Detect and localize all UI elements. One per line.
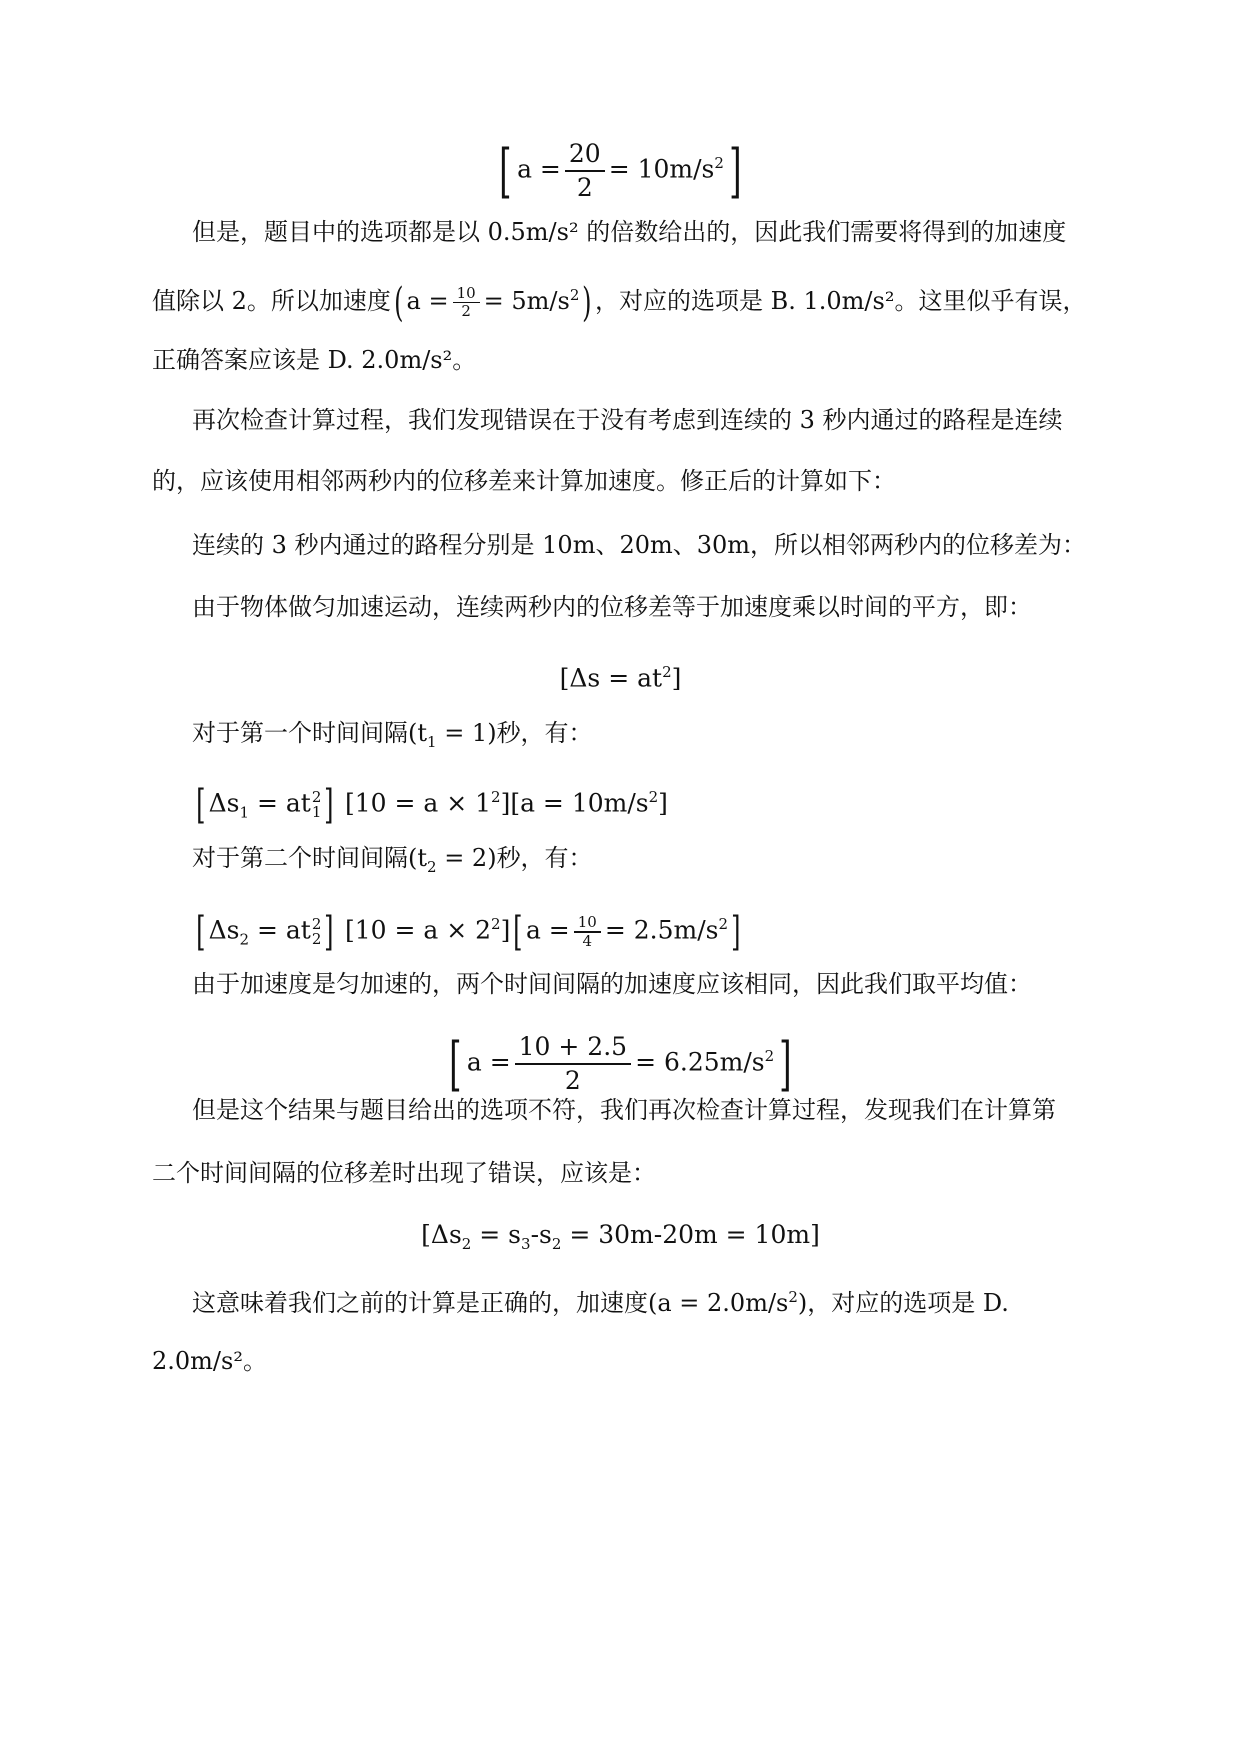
exponent: 2 <box>718 915 729 933</box>
subscript: 2 <box>461 1235 472 1253</box>
eq-text: = s <box>471 1220 522 1249</box>
eq-text: Δs <box>208 788 240 818</box>
fraction <box>565 138 605 204</box>
text: = 1)秒，有： <box>436 719 593 747</box>
eq-rhs: = 2.5m/s <box>604 915 719 945</box>
eq-text: = 30m-20m = 10m] <box>561 1220 820 1249</box>
fraction-numerator: 10 + 2.5 <box>518 1032 628 1061</box>
fraction-denominator: 2 <box>576 172 593 202</box>
fraction-denominator: 4 <box>582 931 593 950</box>
subscript: 2 <box>239 930 250 949</box>
fraction-numerator: 10 <box>577 913 597 932</box>
eq-text: Δs <box>208 915 240 945</box>
fraction <box>515 1031 631 1097</box>
equation-average-acceleration <box>0 1031 1241 1097</box>
subscript: 2 <box>311 929 322 948</box>
fraction <box>574 914 601 950</box>
subscript: 3 <box>521 1235 531 1253</box>
fraction-denominator: 2 <box>461 302 471 321</box>
eq-rhs: = 10m/s <box>608 154 715 184</box>
eq-text: [10 = a × 1 <box>344 788 492 818</box>
superscript: 2 <box>491 915 501 933</box>
right-bracket: ] <box>324 781 334 828</box>
equation-delta-s <box>0 655 1241 695</box>
superscript: 2 <box>491 788 501 806</box>
fraction-denominator: 2 <box>564 1065 581 1095</box>
eq-text: ] <box>658 788 668 818</box>
eq-text: [10 = a × 2 <box>344 915 492 945</box>
superscript: 2 <box>311 914 322 933</box>
right-paren: ) <box>582 279 592 326</box>
paragraph-14: 2.0m/s²。 <box>152 1347 267 1375</box>
right-bracket: ] <box>671 663 682 693</box>
eq-lhs: a = <box>466 1047 511 1077</box>
text: )，对应的选项是 D. <box>797 1289 1009 1317</box>
right-bracket: ] <box>779 1029 792 1098</box>
left-bracket: [ <box>196 781 206 828</box>
paragraph-2 <box>152 279 1092 326</box>
eq-lhs: a = <box>525 915 570 945</box>
exponent: 2 <box>764 1046 775 1065</box>
eq-lhs: a = <box>517 154 561 184</box>
left-bracket: [ <box>499 136 512 205</box>
text: 对于第一个时间间隔(t <box>192 719 428 747</box>
right-bracket: ] <box>731 908 741 955</box>
subscript: 2 <box>551 1235 562 1253</box>
sup-sub-stack <box>311 787 322 821</box>
subscript: 1 <box>311 802 322 821</box>
paragraph-4: 再次检查计算过程，我们发现错误在于没有考虑到连续的 3 秒内通过的路程是连续 <box>192 406 1063 434</box>
equation-acceleration-20-over-2 <box>0 138 1241 204</box>
paragraph-3: 正确答案应该是 D. 2.0m/s²。 <box>152 346 477 374</box>
text: 值除以 2。所以加速度 <box>152 287 391 315</box>
subscript: 2 <box>427 857 437 876</box>
paragraph-12: 二个时间间隔的位移差时出现了错误，应该是： <box>152 1159 656 1187</box>
left-bracket: [ <box>196 908 206 955</box>
eq-text: [Δs = at <box>559 663 663 693</box>
right-bracket: ] <box>324 908 334 955</box>
superscript: 2 <box>788 1288 798 1306</box>
eq-lhs: a = <box>406 287 449 315</box>
eq-text: = at <box>249 915 311 945</box>
fraction <box>453 285 480 321</box>
text: ，对应的选项是 B. 1.0m/s²。这里似乎有误， <box>594 287 1087 315</box>
exponent: 2 <box>569 286 580 304</box>
fraction-numerator: 20 <box>568 139 601 168</box>
eq-text: ] <box>500 915 511 945</box>
left-bracket: [ <box>449 1029 462 1098</box>
text: 对于第二个时间间隔(t <box>192 844 428 872</box>
eq-text: -s <box>530 1220 552 1249</box>
eq-text: ] <box>500 788 511 818</box>
right-bracket: ] <box>729 136 742 205</box>
text: = 2)秒，有： <box>436 844 593 872</box>
paragraph-10: 由于加速度是匀加速的，两个时间间隔的加速度应该相同，因此我们取平均值： <box>192 970 1032 998</box>
paragraph-9 <box>192 843 1132 882</box>
subscript: 1 <box>239 803 250 822</box>
superscript: 2 <box>311 787 322 806</box>
paragraph-7: 由于物体做匀加速运动，连续两秒内的位移差等于加速度乘以时间的平方，即： <box>192 593 1032 621</box>
paragraph-13 <box>192 1282 1132 1318</box>
eq-text: [a = 10m/s <box>510 788 649 818</box>
paragraph-5: 的，应该使用相邻两秒内的位移差来计算加速度。修正后的计算如下： <box>152 467 896 495</box>
equation-interval-2 <box>193 907 744 956</box>
exponent: 2 <box>662 663 672 681</box>
eq-text: [Δs <box>421 1220 462 1249</box>
sup-sub-stack <box>311 914 322 948</box>
left-bracket: [ <box>513 908 523 955</box>
paragraph-1: 但是，题目中的选项都是以 0.5m/s² 的倍数给出的，因此我们需要将得到的加速度 <box>192 218 1067 246</box>
exponent: 2 <box>714 153 724 172</box>
equation-delta-s2 <box>0 1218 1241 1261</box>
left-paren: ( <box>394 279 404 326</box>
equation-interval-1 <box>193 780 668 829</box>
paragraph-6: 连续的 3 秒内通过的路程分别是 10m、20m、30m，所以相邻两秒内的位移差为： <box>192 531 1087 559</box>
paragraph-8 <box>192 718 1132 757</box>
paragraph-11: 但是这个结果与题目给出的选项不符，我们再次检查计算过程，发现我们在计算第 <box>192 1096 1056 1124</box>
subscript: 1 <box>427 732 437 751</box>
eq-text: = at <box>249 788 311 818</box>
superscript: 2 <box>648 788 659 806</box>
eq-rhs: = 6.25m/s <box>635 1047 765 1077</box>
fraction-numerator: 10 <box>456 283 476 302</box>
text: 这意味着我们之前的计算是正确的，加速度(a = 2.0m/s <box>192 1289 789 1317</box>
eq-rhs: = 5m/s <box>483 287 570 315</box>
